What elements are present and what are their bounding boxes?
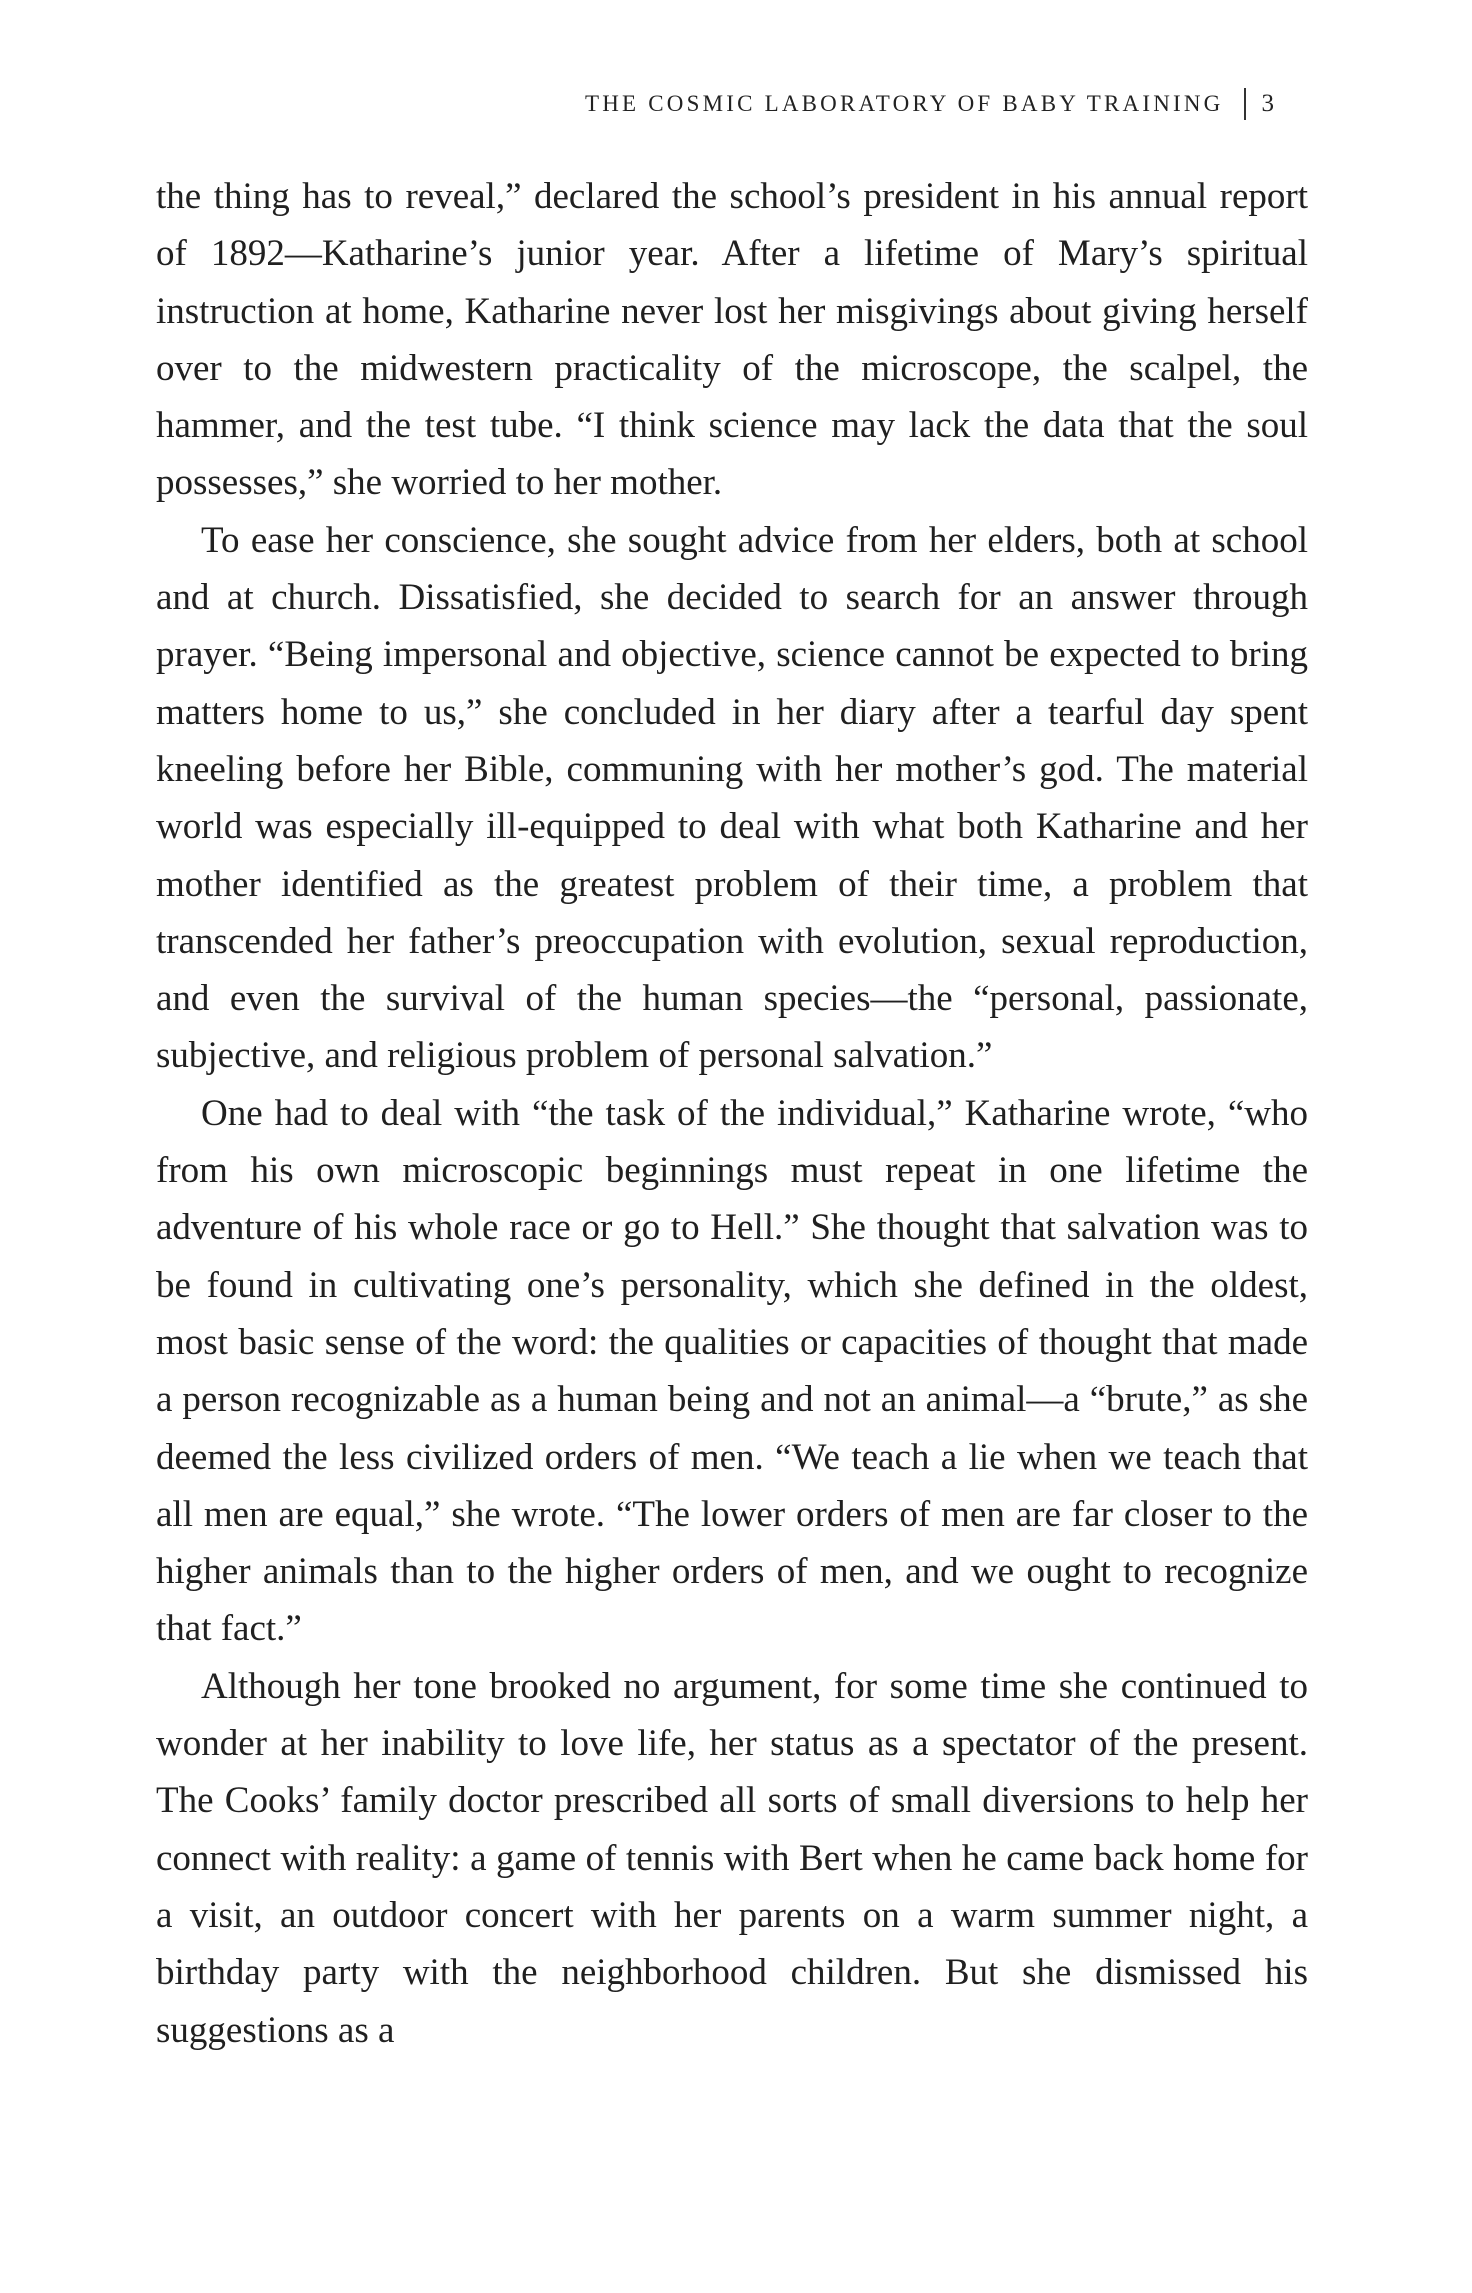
paragraph-1: the thing has to reveal,” declared the school’s president in his annual report of 1892—Katharine’s junior year. After a lifetime of Mary’s spiritual instruction at home, Katharine never lost her misgivings about giving herself over to the midwestern practicality of the microscope, the scalpel, the hammer, and the test tube. “I think science may lack the data that the soul possesses,” she worried to her mother. [156, 176, 1308, 504]
paragraph-4: Although her tone brooked no argument, for some time she continued to wonder at her inability to love life, her status as a spectator of the present. The Cooks’ family doctor prescribed all sorts of small diversions to help her connect with reality: a game of tennis with Bert when he came back home for a visit, an outdoor concert with her parents on a warm summer night, a birthday party with the neighborhood children. But she dismissed his suggestions as a [156, 1665, 1308, 2051]
running-head-separator [1244, 88, 1246, 120]
paragraph-3: One had to deal with “the task of the individual,” Katharine wrote, “who from his own microscopic beginnings must repeat in one lifetime the adventure of his whole race or go to Hell.” She thought that salvation was to be found in cultivating one’s personality, which she defined in the oldest, most basic sense of the word: the qualities or capacities of thought that made a person recognizable as a human being and not an animal—a “brute,” as she deemed the less civilized orders of men. “We teach a lie when we teach that all men are equal,” she wrote. “The lower orders of men are far closer to the higher animals than to the higher orders of men, and we ought to recognize that fact.” [156, 1092, 1308, 1650]
page-number: 3 [1261, 90, 1274, 117]
running-head [585, 88, 1274, 120]
paragraph-2: To ease her conscience, she sought advice from her elders, both at school and at church. Dissatisfied, she decided to search for an answer through prayer. “Being impersonal and objective, science cannot be expected to bring matters home to us,” she concluded in her diary after a tearful day spent kneeling before her Bible, communing with her mother’s god. The material world was especially ill-equipped to deal with what both Katharine and her mother identified as the greatest problem of their time, a problem that transcended her father’s preoccupation with evolution, sexual reproduction, and even the survival of the human species—the “personal, passionate, subjective, and religious problem of personal salvation.” [156, 519, 1308, 1077]
body-text [156, 168, 1308, 2059]
running-head-title: THE COSMIC LABORATORY OF BABY TRAINING [584, 91, 1224, 116]
